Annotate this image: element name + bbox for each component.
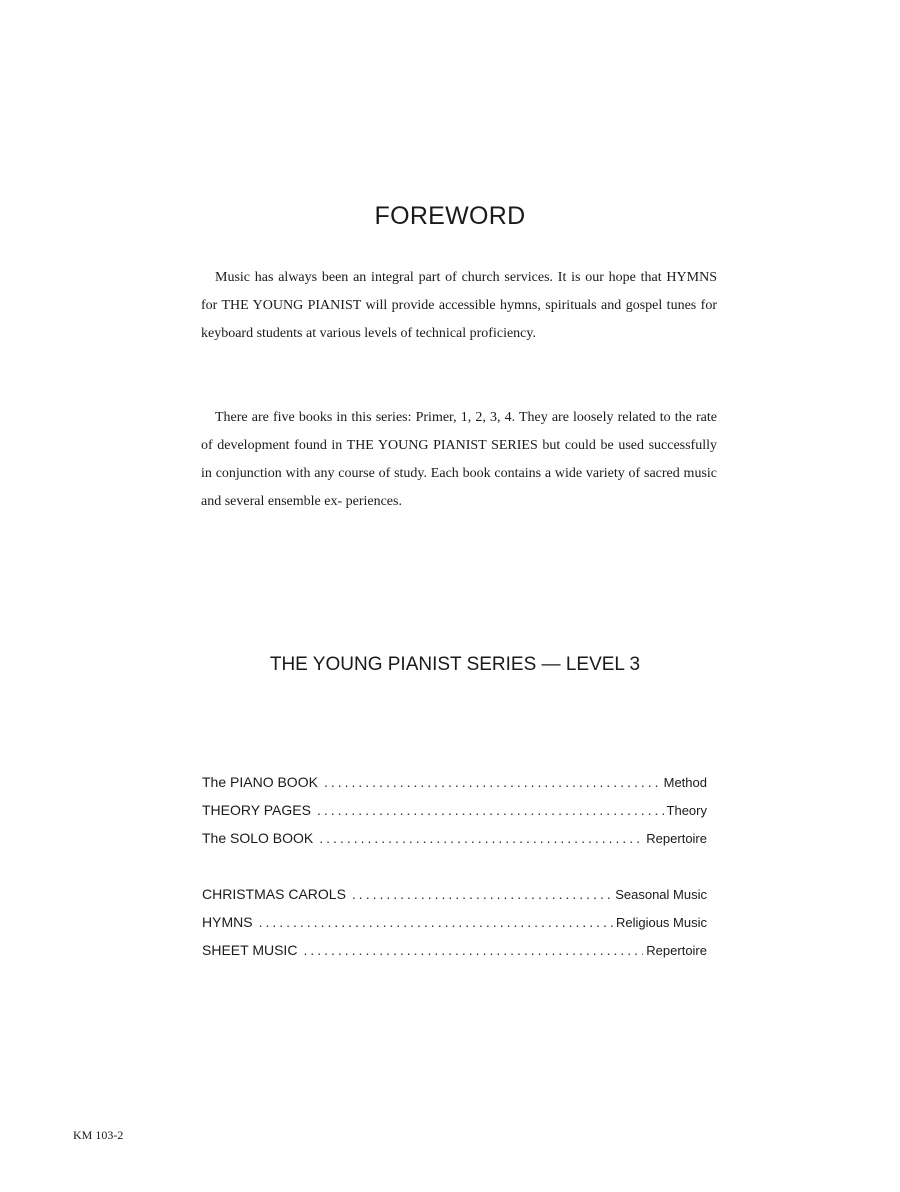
foreword-paragraph-1: Music has always been an integral part of church services. It is our hope that HYMNS for THE YOUNG PIANIST will provide accessible hymns, spirituals and gospel tunes for keyboard students at various levels of technical proficiency. <box>201 270 717 341</box>
series-book-name: The SOLO BOOK <box>202 830 314 846</box>
series-book-name: THEORY PAGES <box>202 802 311 818</box>
series-book-name: The PIANO BOOK <box>202 774 318 790</box>
series-book-type: Repertoire <box>646 943 707 958</box>
series-book-name: HYMNS <box>202 914 253 930</box>
dot-leader <box>319 824 643 852</box>
series-list-item <box>202 824 707 852</box>
series-book-type: Method <box>663 775 707 790</box>
series-list-item <box>202 908 707 936</box>
series-list-item <box>202 796 707 824</box>
series-list-item <box>202 936 707 964</box>
series-book-type: Religious Music <box>615 915 707 930</box>
series-book-name: SHEET MUSIC <box>202 942 298 958</box>
series-book-name: CHRISTMAS CAROLS <box>202 886 346 902</box>
series-list-item <box>202 768 707 796</box>
series-heading: THE YOUNG PIANIST SERIES — LEVEL 3 <box>269 654 641 675</box>
dot-leader <box>317 796 664 824</box>
dot-leader <box>324 768 661 796</box>
dot-leader <box>259 908 613 936</box>
series-list-supplementary-books <box>202 880 707 964</box>
series-book-type: Theory <box>666 803 707 818</box>
series-book-type: Seasonal Music <box>615 887 707 902</box>
catalog-code: KM 103-2 <box>73 1128 124 1142</box>
dot-leader <box>352 880 612 908</box>
dot-leader <box>303 936 643 964</box>
series-list-core-books <box>202 768 707 852</box>
page-title: FOREWORD <box>374 202 526 230</box>
series-list-item <box>202 880 707 908</box>
series-book-type: Repertoire <box>646 831 707 846</box>
foreword-paragraph-2: There are five books in this series: Primer, 1, 2, 3, 4. They are loosely related to the rate of development found in THE YOUNG PIANIST SERIES but could be used successfully in conjunction with any course of study. Each book contains a wide variety of sacred music and several ensemble ex- periences. <box>201 410 717 509</box>
